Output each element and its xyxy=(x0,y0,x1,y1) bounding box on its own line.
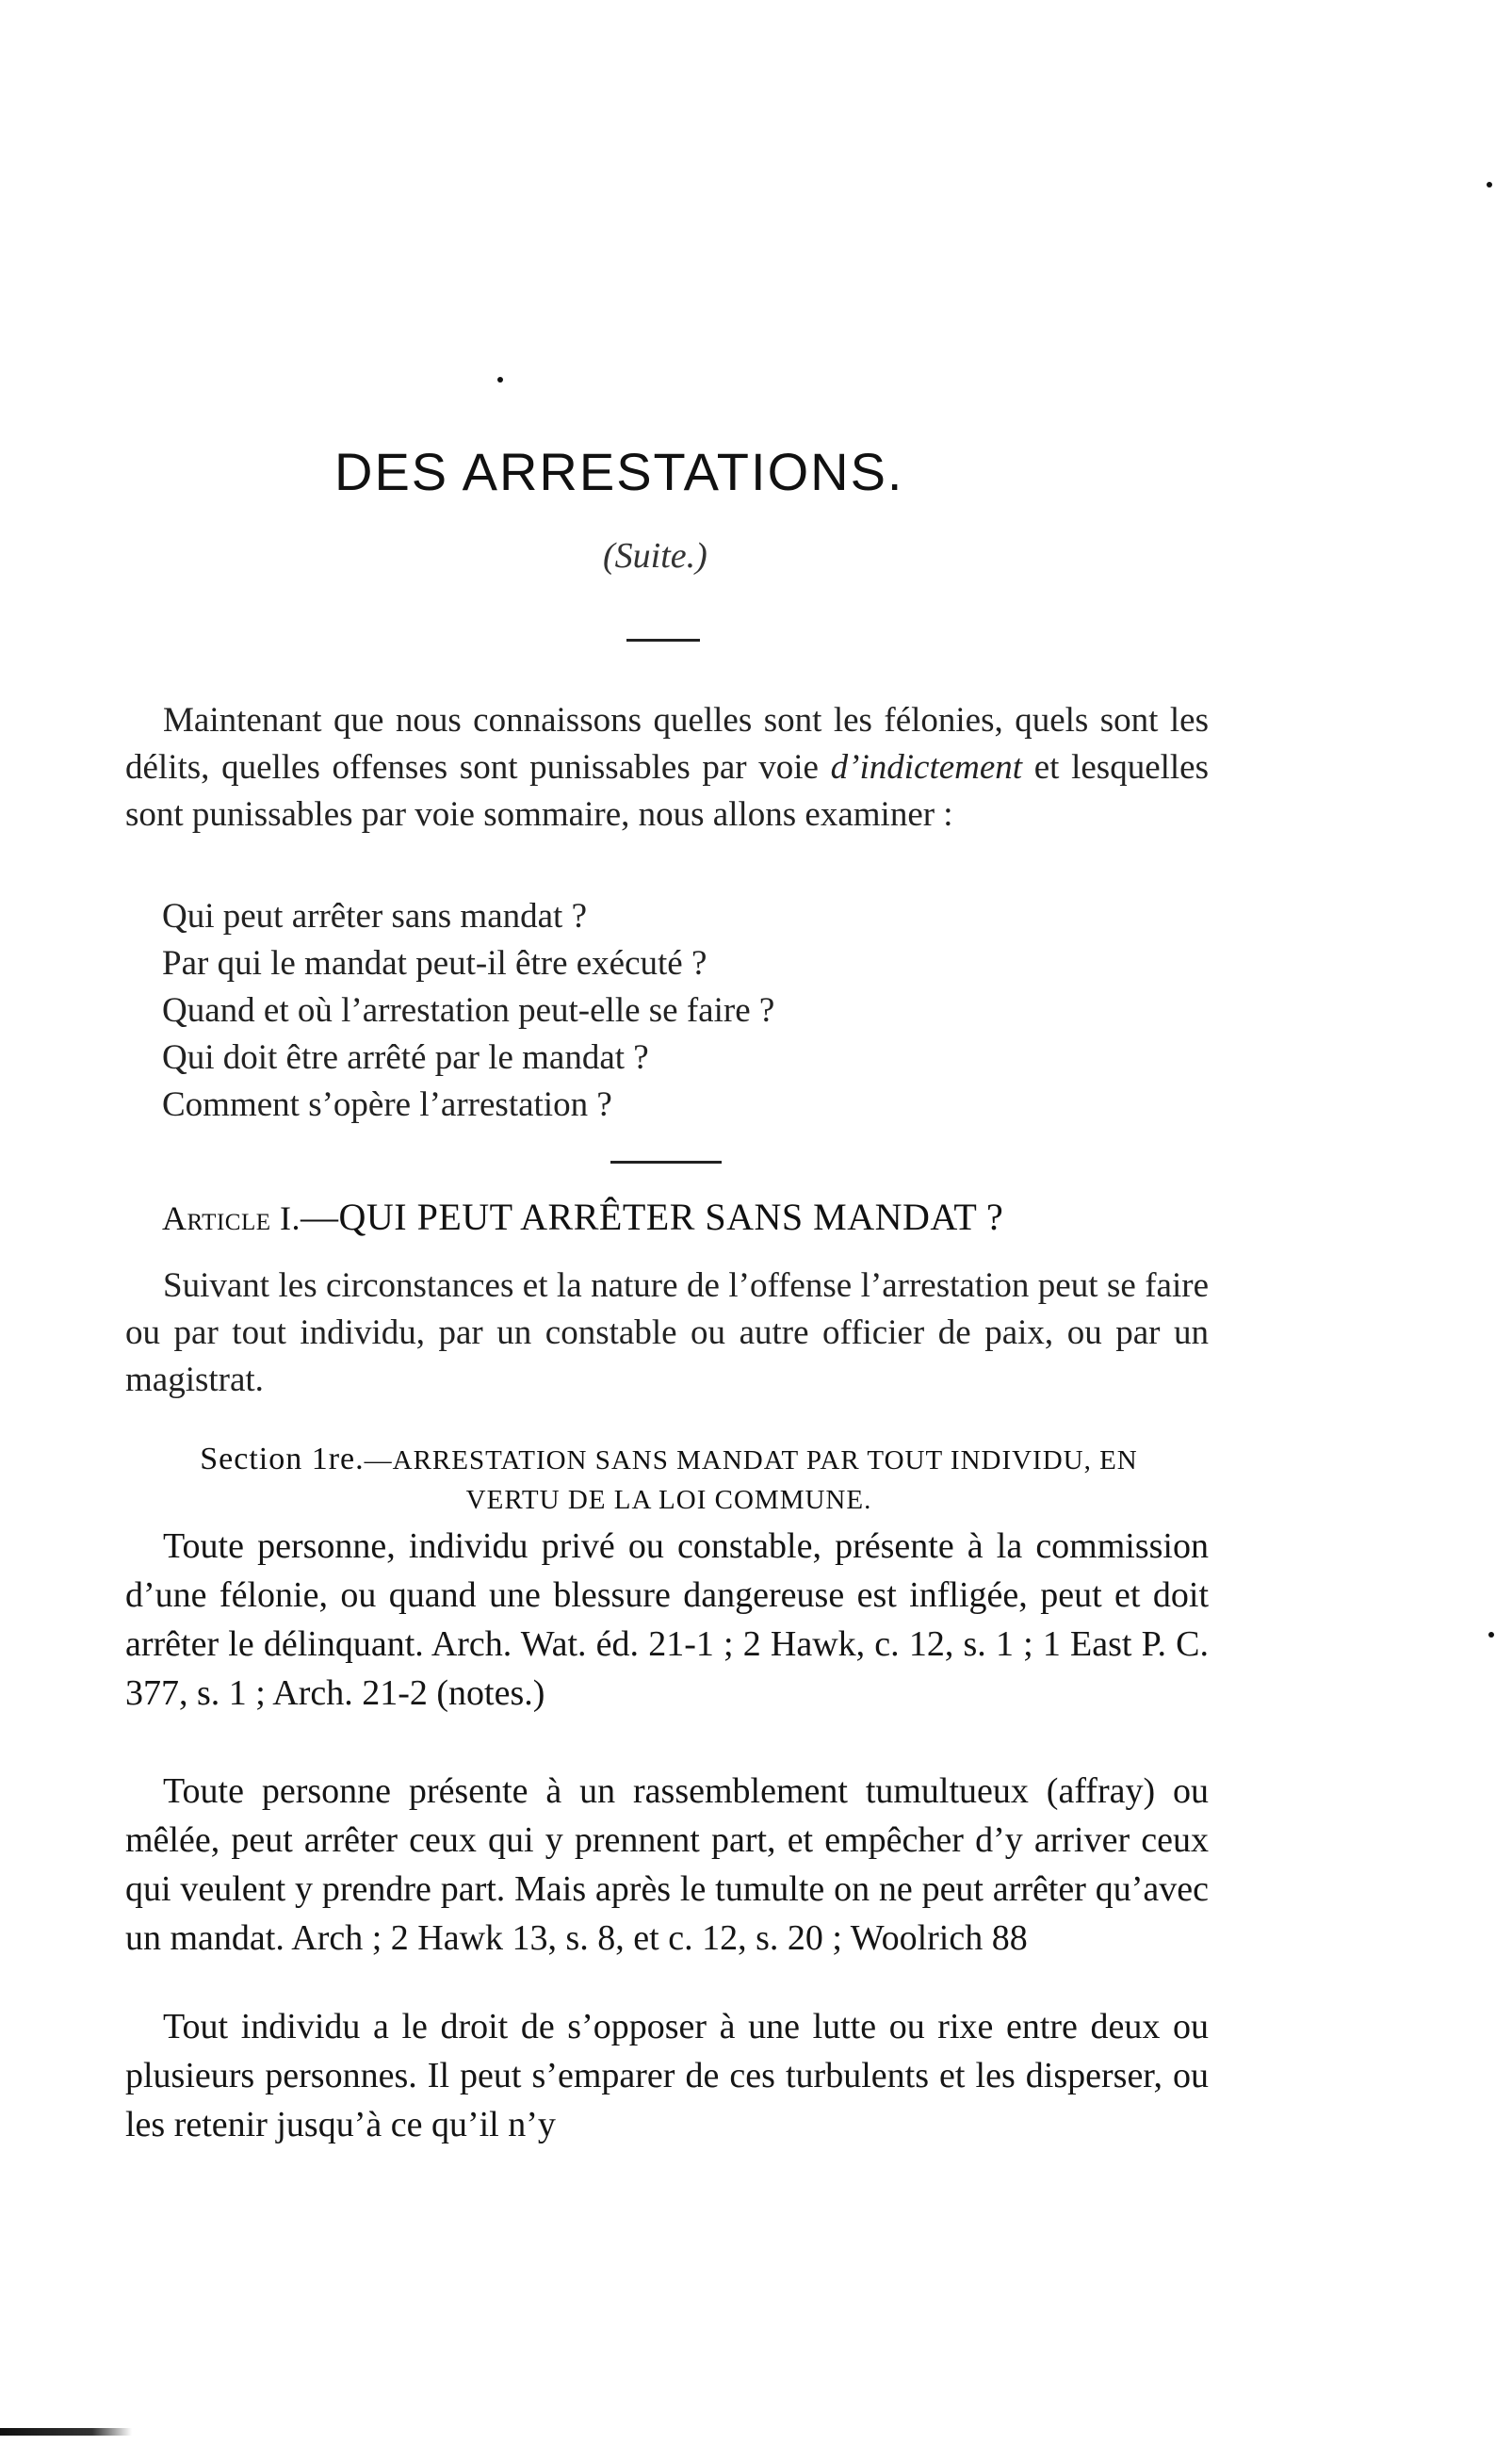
question-item: Qui doit être arrêté par le mandat ? xyxy=(162,1038,649,1077)
body-paragraph: Toute personne, individu privé ou constable, présente à la commission d’une félonie, ou quand une blessure dangereuse est infligée, peut et doit arrêter le délinquant. Arch. Wat. éd. 21-1 ; 2 Hawk, c. 12, s. 1 ; 1 East P. C. 377, s. 1 ; Arch. 21-2 (notes.) xyxy=(125,1526,1209,1713)
page-subtitle: (Suite.) xyxy=(603,536,707,576)
intro-text-italic: d’indictement xyxy=(830,748,1023,787)
scan-speck xyxy=(497,377,503,383)
intro-paragraph xyxy=(125,697,1209,839)
question-list xyxy=(162,893,774,1129)
question-item: Qui peut arrêter sans mandat ? xyxy=(162,897,588,936)
article-label: Article I. xyxy=(162,1199,301,1237)
scan-edge-mark xyxy=(0,2428,132,2436)
scan-speck xyxy=(1488,1632,1494,1638)
section-heading xyxy=(122,1440,1215,1520)
article-paragraph: Suivant les circonstances et la nature de l’offense l’arrestation peut se faire ou par tout individu, par un constable ou autre officier de paix, ou par un magistrat. xyxy=(125,1266,1209,1399)
page-title: DES ARRESTATIONS. xyxy=(334,442,904,501)
intro-text-part2: et lesquelles sont punissables par voie sommaire, nous allons examiner : xyxy=(125,748,1209,834)
divider-rule xyxy=(626,639,700,642)
scan-speck xyxy=(1487,182,1492,187)
question-item: Quand et où l’arrestation peut-elle se faire ? xyxy=(162,991,775,1030)
question-item: Par qui le mandat peut-il être exécuté ? xyxy=(162,944,707,983)
divider-rule xyxy=(610,1161,722,1164)
intro-text-part1: Maintenant que nous connaissons quelles sont les félonies, quels sont les délits, quelles offenses sont punissables par voie xyxy=(125,701,1209,787)
section-label: Section 1re. xyxy=(200,1442,365,1476)
question-item: Comment s’opère l’arrestation ? xyxy=(162,1085,612,1124)
section-title-line2: VERTU DE LA LOI COMMUNE. xyxy=(465,1485,872,1515)
article-heading xyxy=(162,1195,1003,1239)
body-paragraph: Toute personne présente à un rassemblement tumultueux (affray) ou mêlée, peut arrêter ceux qui y prennent part, et empêcher d’y arriver ceux qui veulent y prendre part. Mais après le tumulte on ne peut arrêter qu’avec un mandat. Arch ; 2 Hawk 13, s. 8, et c. 12, s. 20 ; Woolrich 88 xyxy=(125,1771,1209,1958)
section-title-line1: —ARRESTATION SANS MANDAT PAR TOUT INDIVIDU, EN xyxy=(364,1445,1138,1475)
body-paragraph: Tout individu a le droit de s’opposer à une lutte ou rixe entre deux ou plusieurs personnes. Il peut s’emparer de ces turbulents et les disperser, ou les retenir jusqu’à ce qu’il n’y xyxy=(125,2007,1209,2144)
article-title: —QUI PEUT ARRÊTER SANS MANDAT ? xyxy=(300,1196,1004,1238)
section-heading-line1 xyxy=(122,1440,1215,1480)
